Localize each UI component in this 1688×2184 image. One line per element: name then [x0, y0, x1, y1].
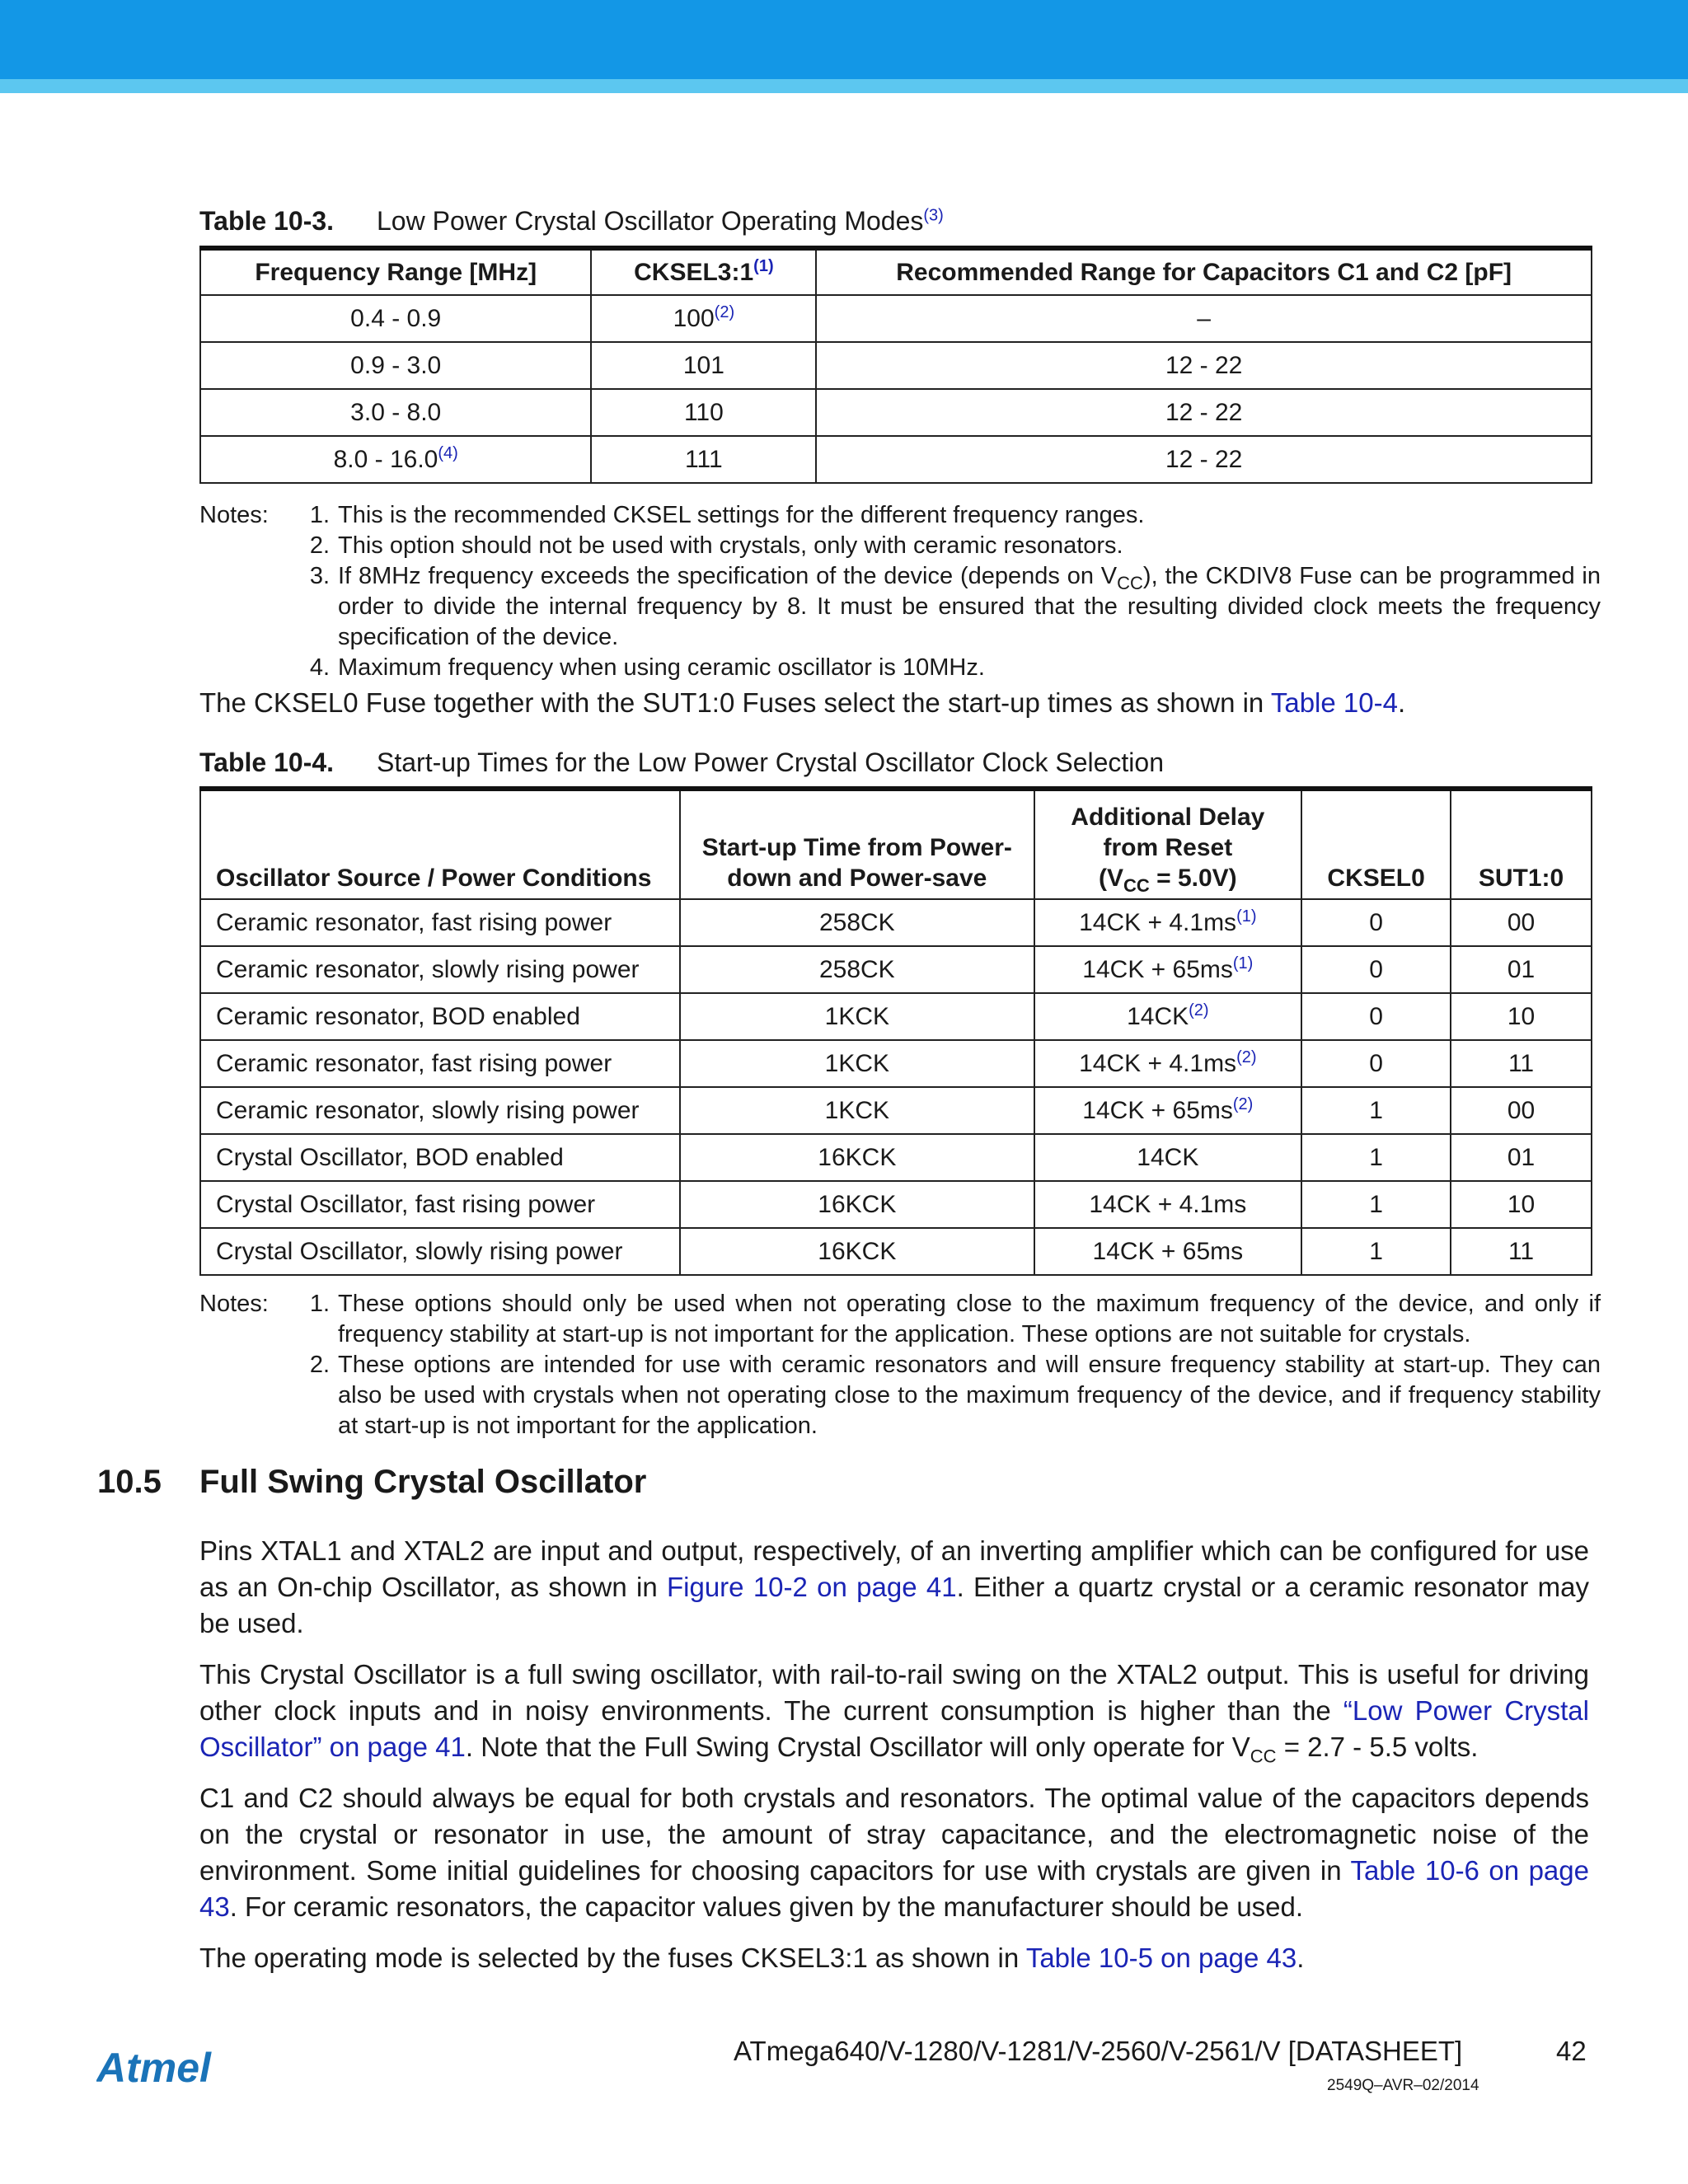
- paragraph-text: . For ceramic resonators, the capacitor values given by the manufacturer should be used.: [229, 1891, 1304, 1922]
- cell-text: 14CK: [1137, 1143, 1199, 1171]
- table-cell: 258CK: [680, 946, 1034, 993]
- table-cell: 1KCK: [680, 1087, 1034, 1134]
- table-cell: 16KCK: [680, 1181, 1034, 1228]
- table-row: [200, 1087, 1592, 1134]
- table-cell: 1KCK: [680, 993, 1034, 1040]
- notes-label: Notes:: [199, 1291, 269, 1317]
- col-header-text: (V: [1098, 865, 1123, 892]
- paragraph-text: C1 and C2 should always be equal for both crystals and resonators. The optimal value of the capacitors depends on the crystal or resonator in use, the amount of stray capacitance, and the electromagnetic noise of the environment. Some initial guidelines for choosing capacitors for use with crystals are given in: [199, 1783, 1589, 1886]
- paragraph: [199, 1533, 1589, 1642]
- cell-text: 3.0 - 8.0: [350, 398, 442, 426]
- cell-text: 14CK + 65ms: [1082, 1096, 1233, 1124]
- paragraph-text: The operating mode is selected by the fuses CKSEL3:1 as shown in: [199, 1943, 1026, 1973]
- table-cell: 1: [1301, 1228, 1451, 1275]
- table-row: [200, 436, 1592, 483]
- table-cell: 11: [1451, 1228, 1592, 1275]
- table-title: Low Power Crystal Oscillator Operating Modes: [377, 206, 924, 236]
- paragraph: [199, 1940, 1589, 1976]
- table-cell: Ceramic resonator, fast rising power: [200, 899, 680, 946]
- table-label: Table 10-3.: [199, 206, 335, 236]
- note: [199, 531, 1601, 561]
- cell-text: 0.4 - 0.9: [350, 304, 442, 332]
- paragraph: [199, 1780, 1589, 1925]
- table-cell: [591, 342, 816, 389]
- table-cell: –: [816, 295, 1592, 342]
- subscript: CC: [1123, 875, 1150, 896]
- table-row: [200, 295, 1592, 342]
- table-cell: [1034, 993, 1302, 1040]
- cell-text: 101: [682, 351, 724, 379]
- table-cell: [591, 389, 816, 436]
- table-cell: Ceramic resonator, fast rising power: [200, 1040, 680, 1087]
- table-cell: 16KCK: [680, 1134, 1034, 1181]
- table-cell: [1034, 1228, 1302, 1275]
- note-text: This option should not be used with crystals, only with ceramic resonators.: [338, 532, 1123, 559]
- footnote-ref: (4): [438, 443, 458, 462]
- col-header: CKSEL0: [1301, 789, 1451, 899]
- table-header-row: [200, 789, 1592, 899]
- operating-modes-table: [199, 246, 1592, 484]
- footnote-ref: (1): [1236, 907, 1257, 926]
- table-cell: 1: [1301, 1134, 1451, 1181]
- table-caption: [199, 748, 1164, 778]
- footnote-ref: (1): [753, 256, 774, 275]
- note: [199, 1350, 1601, 1441]
- subscript: CC: [1250, 1746, 1277, 1767]
- table-cell: Ceramic resonator, slowly rising power: [200, 1087, 680, 1134]
- col-header: Oscillator Source / Power Conditions: [200, 789, 680, 899]
- footnote-ref: (2): [1189, 1001, 1209, 1019]
- note: [199, 653, 1601, 683]
- table-cell: 0: [1301, 993, 1451, 1040]
- table-cell: 0: [1301, 899, 1451, 946]
- table-cell: Crystal Oscillator, BOD enabled: [200, 1134, 680, 1181]
- table-cell: Crystal Oscillator, fast rising power: [200, 1181, 680, 1228]
- table-row: [200, 1228, 1592, 1275]
- col-header: Start-up Time from Power-down and Power-save: [680, 789, 1034, 899]
- cell-text: 110: [683, 398, 724, 426]
- note-number: 1.: [309, 502, 330, 528]
- table-row: [200, 946, 1592, 993]
- table-cell: 00: [1451, 1087, 1592, 1134]
- table-row: [200, 1040, 1592, 1087]
- cell-text: 14CK + 4.1ms: [1089, 1190, 1247, 1218]
- table-cell: 12 - 22: [816, 342, 1592, 389]
- paragraph-text: .: [1397, 687, 1406, 718]
- note: [199, 500, 1601, 531]
- cell-text: 8.0 - 16.0: [333, 445, 438, 473]
- table-notes: [199, 1289, 1601, 1441]
- table-cell: [1034, 1087, 1302, 1134]
- table-cell: Ceramic resonator, BOD enabled: [200, 993, 680, 1040]
- col-header-text: CKSEL3:1: [634, 258, 754, 286]
- notes-label: Notes:: [199, 502, 269, 528]
- table-cell: 258CK: [680, 899, 1034, 946]
- col-header-text: = 5.0V): [1149, 865, 1237, 892]
- footnote-ref: (1): [1232, 954, 1254, 972]
- table-link[interactable]: Table 10-5 on page 43: [1025, 1943, 1297, 1973]
- paragraph: [199, 1657, 1589, 1765]
- table-notes: [199, 500, 1601, 683]
- paragraph-text: The CKSEL0 Fuse together with the SUT1:0 Fuses select the start-up times as shown in: [199, 687, 1271, 718]
- col-header: Recommended Range for Capacitors C1 and C2 [pF]: [816, 248, 1592, 295]
- table-caption: [199, 206, 944, 237]
- subscript: CC: [1117, 572, 1143, 593]
- note: [199, 561, 1601, 653]
- paragraph-text: This Crystal Oscillator is a full swing oscillator, with rail-to-rail swing on the XTAL2 output. This is useful for driving other clock inputs and in noisy environments. The current consumption is higher than the: [199, 1659, 1589, 1726]
- table-row: [200, 899, 1592, 946]
- footnote-ref: (2): [1232, 1094, 1254, 1113]
- table-cell: 1: [1301, 1181, 1451, 1228]
- note-text-part: ), the CKDIV8 Fuse can be programmed in order to divide the internal frequency by 8. It must be ensured that the resulting divided clock meets the frequency specification of the device.: [338, 563, 1601, 650]
- table-cell: [200, 295, 591, 342]
- atmel-logo: [96, 2044, 241, 2090]
- note-number: 2.: [309, 1352, 330, 1378]
- section-heading: [97, 1464, 646, 1501]
- table-cell: 12 - 22: [816, 389, 1592, 436]
- table-cell: [1034, 1040, 1302, 1087]
- table-cell: 1KCK: [680, 1040, 1034, 1087]
- paragraph-text: .: [1296, 1943, 1305, 1973]
- col-header-text: Additional Delay from Reset: [1071, 804, 1265, 861]
- table-row: [200, 342, 1592, 389]
- table-cell: 10: [1451, 993, 1592, 1040]
- footnote-ref: (2): [1236, 1047, 1257, 1066]
- note-text: Maximum frequency when using ceramic oscillator is 10MHz.: [338, 654, 985, 681]
- note-number: 3.: [309, 563, 330, 589]
- table-cell: [200, 436, 591, 483]
- table-cell: 1: [1301, 1087, 1451, 1134]
- cell-text: 14CK + 4.1ms: [1079, 1049, 1237, 1077]
- table-cell: Ceramic resonator, slowly rising power: [200, 946, 680, 993]
- table-cell: [200, 342, 591, 389]
- paragraph-text: = 2.7 - 5.5 volts.: [1276, 1732, 1479, 1762]
- table-cell: [1034, 946, 1302, 993]
- table-cell: [1034, 899, 1302, 946]
- startup-times-table: [199, 786, 1592, 1276]
- table-cell: [1034, 1134, 1302, 1181]
- table-row: [200, 389, 1592, 436]
- table-cell: Crystal Oscillator, slowly rising power: [200, 1228, 680, 1275]
- cell-text: 14CK + 65ms: [1092, 1237, 1244, 1265]
- note-text: These options are intended for use with ceramic resonators and will ensure frequency stability at start-up. They can also be used with crystals when not operating close to the maximum frequency of the device, and if frequency stability at start-up is not important for the application.: [338, 1352, 1601, 1439]
- intro-paragraph: [199, 685, 1589, 721]
- table-link[interactable]: Table 10-6 on page 43: [199, 1855, 1589, 1922]
- footer-document-title: ATmega640/V-1280/V-1281/V-2560/V-2561/V [DATASHEET]: [734, 2036, 1463, 2066]
- paragraph-text: . Note that the Full Swing Crystal Oscillator will only operate for V: [465, 1732, 1250, 1762]
- table-cell: 0: [1301, 1040, 1451, 1087]
- header-bar: [0, 0, 1688, 79]
- cell-text: 14CK: [1127, 1002, 1189, 1030]
- section-link[interactable]: “Low Power Crystal Oscillator” on page 41: [199, 1695, 1589, 1762]
- table-cell: 01: [1451, 946, 1592, 993]
- table-row: [200, 1134, 1592, 1181]
- table-cell: 11: [1451, 1040, 1592, 1087]
- table-cell: [591, 436, 816, 483]
- table-row: [200, 1181, 1592, 1228]
- table-cell: [591, 295, 816, 342]
- table-cell: 01: [1451, 1134, 1592, 1181]
- header-stripe: [0, 79, 1688, 93]
- note-text: This is the recommended CKSEL settings for the different frequency ranges.: [338, 502, 1145, 528]
- table-title: Start-up Times for the Low Power Crystal Oscillator Clock Selection: [377, 748, 1164, 777]
- table-cell: 00: [1451, 899, 1592, 946]
- table-cell: [200, 389, 591, 436]
- table-cell: 12 - 22: [816, 436, 1592, 483]
- page-number: 42: [1556, 2036, 1587, 2066]
- table-link[interactable]: Table 10-4: [1270, 687, 1398, 718]
- table-row: [200, 993, 1592, 1040]
- document-id: 2549Q–AVR–02/2014: [1327, 2077, 1479, 2094]
- table-cell: [1034, 1181, 1302, 1228]
- table-label: Table 10-4.: [199, 748, 335, 777]
- note-number: 4.: [309, 654, 330, 681]
- logo-text: Atmel: [96, 2045, 211, 2090]
- col-header: Frequency Range [MHz]: [200, 248, 591, 295]
- cell-text: 0.9 - 3.0: [350, 351, 442, 379]
- footnote-ref: (2): [714, 302, 735, 321]
- cell-text: 111: [685, 445, 723, 473]
- table-header-row: [200, 248, 1592, 295]
- figure-link[interactable]: Figure 10-2 on page 41: [666, 1572, 957, 1602]
- note-text-part: If 8MHz frequency exceeds the specification of the device (depends on V: [338, 563, 1118, 589]
- paragraph-text: Pins XTAL1 and XTAL2 are input and output, respectively, of an inverting amplifier which can be configured for use as an On-chip Oscillator, as shown in: [199, 1535, 1589, 1602]
- note-text: These options should only be used when not operating close to the maximum frequency of the device, and only if frequency stability at start-up is not important for the application. These options are not suitable for crystals.: [338, 1291, 1601, 1347]
- note-text: [338, 561, 1601, 653]
- section-number: 10.5: [97, 1464, 162, 1500]
- table-cell: 0: [1301, 946, 1451, 993]
- paragraph-text: . Either a quartz crystal or a ceramic resonator may be used.: [199, 1572, 1589, 1638]
- cell-text: 14CK + 65ms: [1082, 955, 1233, 983]
- table-cell: 16KCK: [680, 1228, 1034, 1275]
- col-header: SUT1:0: [1451, 789, 1592, 899]
- table-cell: 10: [1451, 1181, 1592, 1228]
- footnote-ref: (3): [923, 206, 944, 225]
- section-title: Full Swing Crystal Oscillator: [199, 1464, 647, 1500]
- cell-text: 14CK + 4.1ms: [1079, 908, 1237, 936]
- note-number: 1.: [309, 1291, 330, 1317]
- col-header: [1034, 789, 1302, 899]
- col-header: [591, 248, 816, 295]
- cell-text: 100: [673, 304, 715, 332]
- note: [199, 1289, 1601, 1350]
- note-number: 2.: [309, 532, 330, 559]
